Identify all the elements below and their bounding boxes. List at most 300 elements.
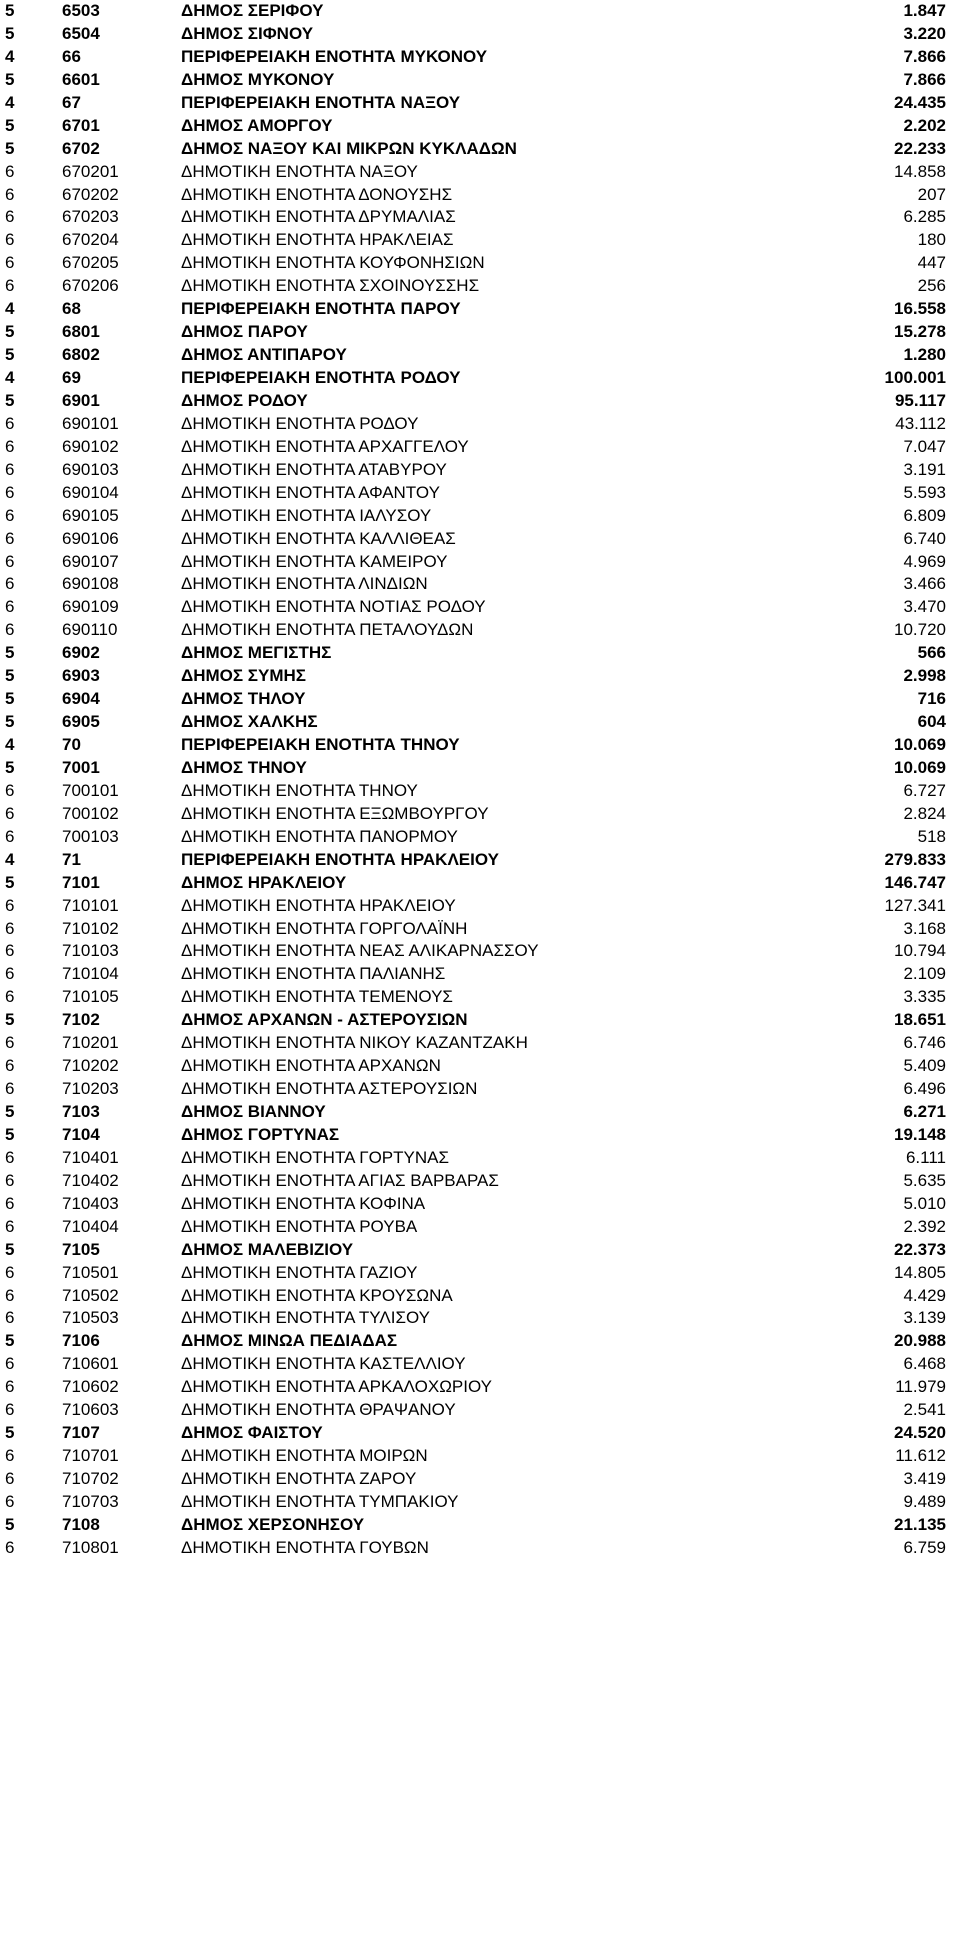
name-cell: ΔΗΜΟΤΙΚΗ ΕΝΟΤΗΤΑ ΤΗΝΟΥ (181, 780, 418, 800)
name-cell: ΔΗΜΟΣ ΧΑΛΚΗΣ (181, 712, 318, 732)
code-cell: 6902 (62, 643, 100, 663)
name-cell: ΔΗΜΟΤΙΚΗ ΕΝΟΤΗΤΑ ΚΡΟΥΣΩΝΑ (181, 1285, 453, 1305)
table-row (0, 665, 960, 688)
level-cell: 5 (5, 1, 15, 20)
code-cell: 670202 (62, 184, 119, 204)
table-row (0, 1170, 960, 1193)
population-cell: 100.001 (884, 368, 946, 387)
population-cell: 256 (917, 276, 946, 296)
table-row (0, 252, 960, 275)
code-cell: 67 (62, 92, 81, 112)
table-row (0, 872, 960, 895)
name-cell: ΔΗΜΟΤΙΚΗ ΕΝΟΤΗΤΑ ΛΙΝΔΙΩΝ (181, 574, 428, 594)
population-cell: 24.435 (894, 92, 946, 112)
name-cell: ΔΗΜΟΤΙΚΗ ΕΝΟΤΗΤΑ ΚΑΣΤΕΛΛΙΟΥ (181, 1354, 466, 1374)
name-cell: ΔΗΜΟΤΙΚΗ ΕΝΟΤΗΤΑ ΝΕΑΣ ΑΛΙΚΑΡΝΑΣΣΟΥ (181, 941, 539, 961)
level-cell: 5 (5, 322, 15, 342)
table-row (0, 92, 960, 115)
name-cell: ΔΗΜΟΤΙΚΗ ΕΝΟΤΗΤΑ ΑΡΚΑΛΟΧΩΡΙΟΥ (181, 1377, 492, 1397)
population-cell: 24.520 (894, 1423, 946, 1443)
population-cell: 7.047 (903, 436, 946, 456)
code-cell: 710502 (62, 1285, 119, 1305)
level-cell: 6 (5, 597, 15, 617)
population-cell: 22.233 (894, 138, 946, 158)
level-cell: 6 (5, 1285, 15, 1305)
table-row (0, 849, 960, 872)
name-cell: ΔΗΜΟΤΙΚΗ ΕΝΟΤΗΤΑ ΑΓΙΑΣ ΒΑΡΒΑΡΑΣ (181, 1170, 499, 1190)
level-cell: 6 (5, 1193, 15, 1213)
code-cell: 6904 (62, 689, 100, 709)
table-row (0, 1193, 960, 1216)
code-cell: 7107 (62, 1423, 100, 1443)
code-cell: 710102 (62, 918, 119, 938)
table-row (0, 1262, 960, 1285)
name-cell: ΔΗΜΟΣ ΦΑΙΣΤΟΥ (181, 1423, 323, 1443)
table-row (0, 895, 960, 918)
level-cell: 5 (5, 666, 15, 686)
name-cell: ΔΗΜΟΣ ΤΗΝΟΥ (181, 757, 307, 777)
table-row (0, 367, 960, 390)
population-cell: 18.651 (894, 1010, 946, 1030)
code-cell: 6801 (62, 322, 100, 342)
population-cell: 10.720 (894, 620, 946, 640)
name-cell: ΔΗΜΟΤΙΚΗ ΕΝΟΤΗΤΑ ΚΑΜΕΙΡΟΥ (181, 551, 448, 571)
code-cell: 670203 (62, 207, 119, 227)
population-cell: 566 (917, 643, 946, 663)
level-cell: 6 (5, 1308, 15, 1328)
level-cell: 4 (5, 735, 15, 754)
code-cell: 6905 (62, 712, 100, 732)
population-cell: 22.373 (894, 1239, 946, 1259)
code-cell: 7106 (62, 1331, 100, 1351)
code-cell: 710401 (62, 1147, 119, 1167)
table-row (0, 229, 960, 252)
population-cell: 21.135 (894, 1514, 946, 1534)
name-cell: ΔΗΜΟΤΙΚΗ ΕΝΟΤΗΤΑ ΓΑΖΙΟΥ (181, 1262, 418, 1282)
population-cell: 3.220 (903, 23, 946, 43)
level-cell: 6 (5, 459, 15, 479)
code-cell: 690105 (62, 505, 119, 525)
code-cell: 690107 (62, 551, 119, 571)
name-cell: ΔΗΜΟΣ ΜΙΝΩΑ ΠΕΔΙΑΔΑΣ (181, 1331, 398, 1351)
level-cell: 4 (5, 368, 15, 387)
name-cell: ΔΗΜΟΤΙΚΗ ΕΝΟΤΗΤΑ ΝΙΚΟΥ ΚΑΖΑΝΤΖΑΚΗ (181, 1033, 528, 1053)
population-cell: 5.409 (903, 1056, 946, 1076)
table-row (0, 1009, 960, 1032)
table-row (0, 1055, 960, 1078)
name-cell: ΔΗΜΟΣ ΠΑΡΟΥ (181, 322, 308, 342)
code-cell: 700102 (62, 803, 119, 823)
table-row (0, 321, 960, 344)
name-cell: ΔΗΜΟΤΙΚΗ ΕΝΟΤΗΤΑ ΑΤΑΒΥΡΟΥ (181, 459, 447, 479)
code-cell: 6701 (62, 115, 100, 135)
table-row (0, 115, 960, 138)
level-cell: 6 (5, 253, 15, 273)
table-row (0, 184, 960, 207)
name-cell: ΠΕΡΙΦΕΡΕΙΑΚΗ ΕΝΟΤΗΤΑ ΜΥΚΟΝΟΥ (181, 46, 488, 66)
level-cell: 6 (5, 620, 15, 640)
name-cell: ΔΗΜΟΤΙΚΗ ΕΝΟΤΗΤΑ ΓΟΡΓΟΛΑΪΝΗ (181, 918, 468, 938)
population-cell: 10.794 (894, 941, 946, 961)
level-cell: 5 (5, 115, 15, 135)
population-cell: 9.489 (903, 1491, 946, 1511)
population-cell: 15.278 (894, 322, 946, 342)
code-cell: 68 (62, 299, 81, 319)
name-cell: ΔΗΜΟΤΙΚΗ ΕΝΟΤΗΤΑ ΕΞΩΜΒΟΥΡΓΟΥ (181, 803, 489, 823)
population-cell: 5.635 (903, 1170, 946, 1190)
table-row (0, 436, 960, 459)
code-cell: 690102 (62, 436, 119, 456)
code-cell: 7108 (62, 1514, 100, 1534)
code-cell: 710105 (62, 987, 119, 1007)
name-cell: ΠΕΡΙΦΕΡΕΙΑΚΗ ΕΝΟΤΗΤΑ ΡΟΔΟΥ (181, 368, 461, 387)
code-cell: 690101 (62, 413, 119, 433)
name-cell: ΔΗΜΟΤΙΚΗ ΕΝΟΤΗΤΑ ΤΥΜΠΑΚΙΟΥ (181, 1491, 459, 1511)
name-cell: ΔΗΜΟΣ ΣΕΡΙΦΟΥ (181, 1, 324, 20)
level-cell: 4 (5, 46, 15, 66)
level-cell: 6 (5, 1354, 15, 1374)
table-row (0, 505, 960, 528)
table-row (0, 1078, 960, 1101)
table-row (0, 711, 960, 734)
name-cell: ΔΗΜΟΤΙΚΗ ΕΝΟΤΗΤΑ ΔΟΝΟΥΣΗΣ (181, 184, 453, 204)
table-row (0, 1376, 960, 1399)
code-cell: 710603 (62, 1400, 119, 1420)
table-row (0, 528, 960, 551)
level-cell: 6 (5, 1147, 15, 1167)
population-cell: 6.271 (903, 1102, 946, 1121)
level-cell: 5 (5, 1423, 15, 1443)
level-cell: 6 (5, 964, 15, 984)
code-cell: 710602 (62, 1377, 119, 1397)
table-row (0, 573, 960, 596)
table-row (0, 986, 960, 1009)
code-cell: 670206 (62, 276, 119, 296)
level-cell: 6 (5, 803, 15, 823)
table-row (0, 1445, 960, 1468)
name-cell: ΔΗΜΟΤΙΚΗ ΕΝΟΤΗΤΑ ΝΟΤΙΑΣ ΡΟΔΟΥ (181, 597, 486, 617)
name-cell: ΔΗΜΟΤΙΚΗ ΕΝΟΤΗΤΑ ΑΡΧΑΝΩΝ (181, 1056, 441, 1076)
level-cell: 5 (5, 345, 15, 365)
table-row (0, 413, 960, 436)
population-cell: 180 (917, 230, 946, 250)
population-cell: 2.541 (903, 1400, 946, 1420)
name-cell: ΔΗΜΟΣ ΧΕΡΣΟΝΗΣΟΥ (181, 1514, 365, 1534)
table-row (0, 734, 960, 757)
code-cell: 6901 (62, 390, 100, 410)
table-row (0, 1216, 960, 1239)
table-row (0, 23, 960, 46)
level-cell: 6 (5, 161, 15, 181)
population-cell: 6.496 (903, 1079, 946, 1099)
name-cell: ΔΗΜΟΤΙΚΗ ΕΝΟΤΗΤΑ ΠΑΛΙΑΝΗΣ (181, 964, 446, 984)
code-cell: 670205 (62, 253, 119, 273)
code-cell: 710201 (62, 1033, 119, 1053)
level-cell: 6 (5, 1216, 15, 1236)
level-cell: 4 (5, 92, 15, 112)
code-cell: 66 (62, 46, 81, 66)
population-cell: 43.112 (895, 413, 946, 433)
name-cell: ΔΗΜΟΤΙΚΗ ΕΝΟΤΗΤΑ ΠΕΤΑΛΟΥΔΩΝ (181, 620, 474, 640)
code-cell: 69 (62, 368, 81, 387)
population-cell: 2.998 (903, 666, 946, 686)
code-cell: 710503 (62, 1308, 119, 1328)
table-row (0, 390, 960, 413)
population-cell: 3.470 (903, 597, 946, 617)
table-row (0, 206, 960, 229)
level-cell: 5 (5, 390, 15, 410)
population-cell: 6.285 (903, 207, 946, 227)
name-cell: ΔΗΜΟΤΙΚΗ ΕΝΟΤΗΤΑ ΣΧΟΙΝΟΥΣΣΗΣ (181, 276, 480, 296)
code-cell: 6802 (62, 345, 100, 365)
table-row (0, 1101, 960, 1124)
level-cell: 6 (5, 987, 15, 1007)
name-cell: ΔΗΜΟΣ ΣΥΜΗΣ (181, 666, 306, 686)
code-cell: 7001 (62, 757, 100, 777)
population-cell: 14.858 (894, 161, 946, 181)
table-row (0, 138, 960, 161)
code-cell: 6601 (62, 69, 100, 89)
level-cell: 6 (5, 1400, 15, 1420)
population-cell: 279.833 (884, 849, 946, 869)
level-cell: 4 (5, 849, 15, 869)
name-cell: ΔΗΜΟΤΙΚΗ ΕΝΟΤΗΤΑ ΘΡΑΨΑΝΟΥ (181, 1400, 456, 1420)
level-cell: 5 (5, 1102, 15, 1121)
table-row (0, 1468, 960, 1491)
code-cell: 710403 (62, 1193, 119, 1213)
population-cell: 10.069 (894, 735, 946, 754)
level-cell: 6 (5, 551, 15, 571)
table-row (0, 1147, 960, 1170)
name-cell: ΔΗΜΟΣ ΣΙΦΝΟΥ (181, 23, 314, 43)
population-cell: 127.341 (884, 895, 946, 915)
table-row (0, 46, 960, 69)
name-cell: ΔΗΜΟΤΙΚΗ ΕΝΟΤΗΤΑ ΚΑΛΛΙΘΕΑΣ (181, 528, 456, 548)
population-cell: 6.740 (903, 528, 946, 548)
level-cell: 5 (5, 689, 15, 709)
code-cell: 710402 (62, 1170, 119, 1190)
table-row (0, 803, 960, 826)
table-row (0, 298, 960, 321)
table-row (0, 1330, 960, 1353)
population-cell: 3.139 (903, 1308, 946, 1328)
population-cell: 6.111 (905, 1147, 946, 1167)
name-cell: ΔΗΜΟΤΙΚΗ ΕΝΟΤΗΤΑ ΗΡΑΚΛΕΙΑΣ (181, 230, 454, 250)
name-cell: ΔΗΜΟΣ ΜΕΓΙΣΤΗΣ (181, 643, 332, 663)
table-row (0, 1422, 960, 1445)
name-cell: ΔΗΜΟΣ ΜΥΚΟΝΟΥ (181, 69, 335, 89)
level-cell: 6 (5, 1170, 15, 1190)
code-cell: 710203 (62, 1079, 119, 1099)
table-row (0, 1307, 960, 1330)
level-cell: 6 (5, 482, 15, 502)
population-cell: 6.468 (903, 1354, 946, 1374)
population-cell: 6.809 (903, 505, 946, 525)
name-cell: ΔΗΜΟΤΙΚΗ ΕΝΟΤΗΤΑ ΜΟΙΡΩΝ (181, 1446, 428, 1466)
level-cell: 6 (5, 184, 15, 204)
population-cell: 19.148 (894, 1124, 946, 1144)
level-cell: 5 (5, 757, 15, 777)
table-row (0, 344, 960, 367)
name-cell: ΔΗΜΟΣ ΑΡΧΑΝΩΝ - ΑΣΤΕΡΟΥΣΙΩΝ (181, 1010, 468, 1030)
population-cell: 1.847 (903, 1, 946, 20)
level-cell: 6 (5, 780, 15, 800)
name-cell: ΔΗΜΟΤΙΚΗ ΕΝΟΤΗΤΑ ΖΑΡΟΥ (181, 1469, 417, 1488)
population-cell: 2.392 (903, 1216, 946, 1236)
level-cell: 5 (5, 1124, 15, 1144)
population-cell: 4.969 (903, 551, 946, 571)
level-cell: 5 (5, 69, 15, 89)
code-cell: 710101 (62, 895, 119, 915)
table-row (0, 1032, 960, 1055)
level-cell: 6 (5, 505, 15, 525)
population-cell: 95.117 (894, 390, 946, 410)
code-cell: 710202 (62, 1056, 119, 1076)
code-cell: 670201 (62, 161, 119, 181)
name-cell: ΔΗΜΟΤΙΚΗ ΕΝΟΤΗΤΑ ΤΕΜΕΝΟΥΣ (181, 987, 453, 1007)
level-cell: 6 (5, 1033, 15, 1053)
level-cell: 6 (5, 1262, 15, 1282)
name-cell: ΔΗΜΟΤΙΚΗ ΕΝΟΤΗΤΑ ΝΑΞΟΥ (181, 161, 418, 181)
name-cell: ΔΗΜΟΤΙΚΗ ΕΝΟΤΗΤΑ ΗΡΑΚΛΕΙΟΥ (181, 895, 456, 915)
code-cell: 7101 (62, 872, 100, 892)
level-cell: 5 (5, 1331, 15, 1351)
population-cell: 146.747 (884, 872, 946, 892)
name-cell: ΔΗΜΟΣ ΒΙΑΝΝΟΥ (181, 1102, 326, 1121)
name-cell: ΠΕΡΙΦΕΡΕΙΑΚΗ ΕΝΟΤΗΤΑ ΗΡΑΚΛΕΙΟΥ (181, 849, 499, 869)
population-cell: 2.824 (903, 803, 946, 823)
level-cell: 6 (5, 436, 15, 456)
population-cell: 3.419 (903, 1469, 946, 1488)
name-cell: ΠΕΡΙΦΕΡΕΙΑΚΗ ΕΝΟΤΗΤΑ ΠΑΡΟΥ (181, 299, 461, 319)
level-cell: 5 (5, 712, 15, 732)
level-cell: 6 (5, 1446, 15, 1466)
table-row (0, 0, 960, 23)
population-cell: 7.866 (903, 69, 946, 89)
level-cell: 6 (5, 528, 15, 548)
table-row (0, 551, 960, 574)
level-cell: 5 (5, 643, 15, 663)
name-cell: ΔΗΜΟΣ ΤΗΛΟΥ (181, 689, 306, 709)
code-cell: 690106 (62, 528, 119, 548)
population-cell: 604 (917, 712, 946, 732)
table-row (0, 1285, 960, 1308)
population-cell: 207 (917, 184, 946, 204)
name-cell: ΔΗΜΟΤΙΚΗ ΕΝΟΤΗΤΑ ΑΡΧΑΓΓΕΛΟΥ (181, 436, 469, 456)
population-cell: 6.759 (903, 1537, 946, 1557)
table-row (0, 596, 960, 619)
code-cell: 700103 (62, 826, 119, 846)
level-cell: 6 (5, 1377, 15, 1397)
population-cell: 7.866 (903, 46, 946, 66)
table-row (0, 1399, 960, 1422)
code-cell: 7103 (62, 1102, 100, 1121)
table-row (0, 1239, 960, 1262)
code-cell: 710703 (62, 1491, 119, 1511)
population-cell: 3.466 (903, 574, 946, 594)
level-cell: 6 (5, 1537, 15, 1557)
code-cell: 700101 (62, 780, 119, 800)
table-row (0, 1491, 960, 1514)
code-cell: 710404 (62, 1216, 119, 1236)
table-row (0, 940, 960, 963)
name-cell: ΔΗΜΟΤΙΚΗ ΕΝΟΤΗΤΑ ΤΥΛΙΣΟΥ (181, 1308, 430, 1328)
level-cell: 6 (5, 1079, 15, 1099)
level-cell: 6 (5, 1056, 15, 1076)
name-cell: ΔΗΜΟΤΙΚΗ ΕΝΟΤΗΤΑ ΓΟΡΤΥΝΑΣ (181, 1147, 449, 1167)
code-cell: 7104 (62, 1124, 100, 1144)
name-cell: ΔΗΜΟΤΙΚΗ ΕΝΟΤΗΤΑ ΡΟΔΟΥ (181, 413, 419, 433)
table-row (0, 1353, 960, 1376)
level-cell: 5 (5, 138, 15, 158)
level-cell: 6 (5, 826, 15, 846)
name-cell: ΔΗΜΟΤΙΚΗ ΕΝΟΤΗΤΑ ΙΑΛΥΣΟΥ (181, 505, 432, 525)
code-cell: 690109 (62, 597, 119, 617)
level-cell: 5 (5, 1514, 15, 1534)
table-row (0, 757, 960, 780)
level-cell: 6 (5, 1469, 15, 1488)
population-cell: 14.805 (894, 1262, 946, 1282)
level-cell: 6 (5, 230, 15, 250)
level-cell: 6 (5, 918, 15, 938)
name-cell: ΔΗΜΟΣ ΑΝΤΙΠΑΡΟΥ (181, 345, 347, 365)
table-row (0, 459, 960, 482)
level-cell: 5 (5, 1239, 15, 1259)
population-cell: 3.168 (903, 918, 946, 938)
level-cell: 5 (5, 872, 15, 892)
population-cell: 20.988 (894, 1331, 946, 1351)
code-cell: 6702 (62, 138, 100, 158)
name-cell: ΔΗΜΟΤΙΚΗ ΕΝΟΤΗΤΑ ΔΡΥΜΑΛΙΑΣ (181, 207, 456, 227)
population-cell: 518 (917, 826, 946, 846)
level-cell: 5 (5, 1010, 15, 1030)
name-cell: ΔΗΜΟΤΙΚΗ ΕΝΟΤΗΤΑ ΑΣΤΕΡΟΥΣΙΩΝ (181, 1079, 478, 1099)
population-cell: 11.979 (895, 1377, 946, 1397)
level-cell: 6 (5, 207, 15, 227)
population-cell: 10.069 (894, 757, 946, 777)
code-cell: 6903 (62, 666, 100, 686)
population-cell: 6.746 (903, 1033, 946, 1053)
name-cell: ΔΗΜΟΣ ΜΑΛΕΒΙΖΙΟΥ (181, 1239, 354, 1259)
population-cell: 6.727 (903, 780, 946, 800)
population-cell: 2.109 (903, 964, 946, 984)
code-cell: 6503 (62, 1, 100, 20)
level-cell: 6 (5, 1491, 15, 1511)
code-cell: 70 (62, 735, 81, 754)
code-cell: 710801 (62, 1537, 119, 1557)
code-cell: 690104 (62, 482, 119, 502)
population-cell: 3.191 (903, 459, 946, 479)
name-cell: ΔΗΜΟΣ ΗΡΑΚΛΕΙΟΥ (181, 872, 347, 892)
code-cell: 6504 (62, 23, 100, 43)
level-cell: 6 (5, 895, 15, 915)
level-cell: 6 (5, 276, 15, 296)
name-cell: ΔΗΜΟΣ ΝΑΞΟΥ ΚΑΙ ΜΙΚΡΩΝ ΚΥΚΛΑΔΩΝ (181, 138, 517, 158)
level-cell: 4 (5, 299, 15, 319)
code-cell: 710501 (62, 1262, 119, 1282)
population-cell: 716 (917, 689, 946, 709)
code-cell: 710701 (62, 1446, 119, 1466)
population-cell: 5.010 (903, 1193, 946, 1213)
table-row (0, 918, 960, 941)
table-row (0, 826, 960, 849)
table-row (0, 619, 960, 642)
level-cell: 6 (5, 941, 15, 961)
name-cell: ΔΗΜΟΣ ΑΜΟΡΓΟΥ (181, 115, 333, 135)
name-cell: ΔΗΜΟΤΙΚΗ ΕΝΟΤΗΤΑ ΡΟΥΒΑ (181, 1216, 418, 1236)
table-row (0, 161, 960, 184)
name-cell: ΔΗΜΟΤΙΚΗ ΕΝΟΤΗΤΑ ΑΦΑΝΤΟΥ (181, 482, 440, 502)
